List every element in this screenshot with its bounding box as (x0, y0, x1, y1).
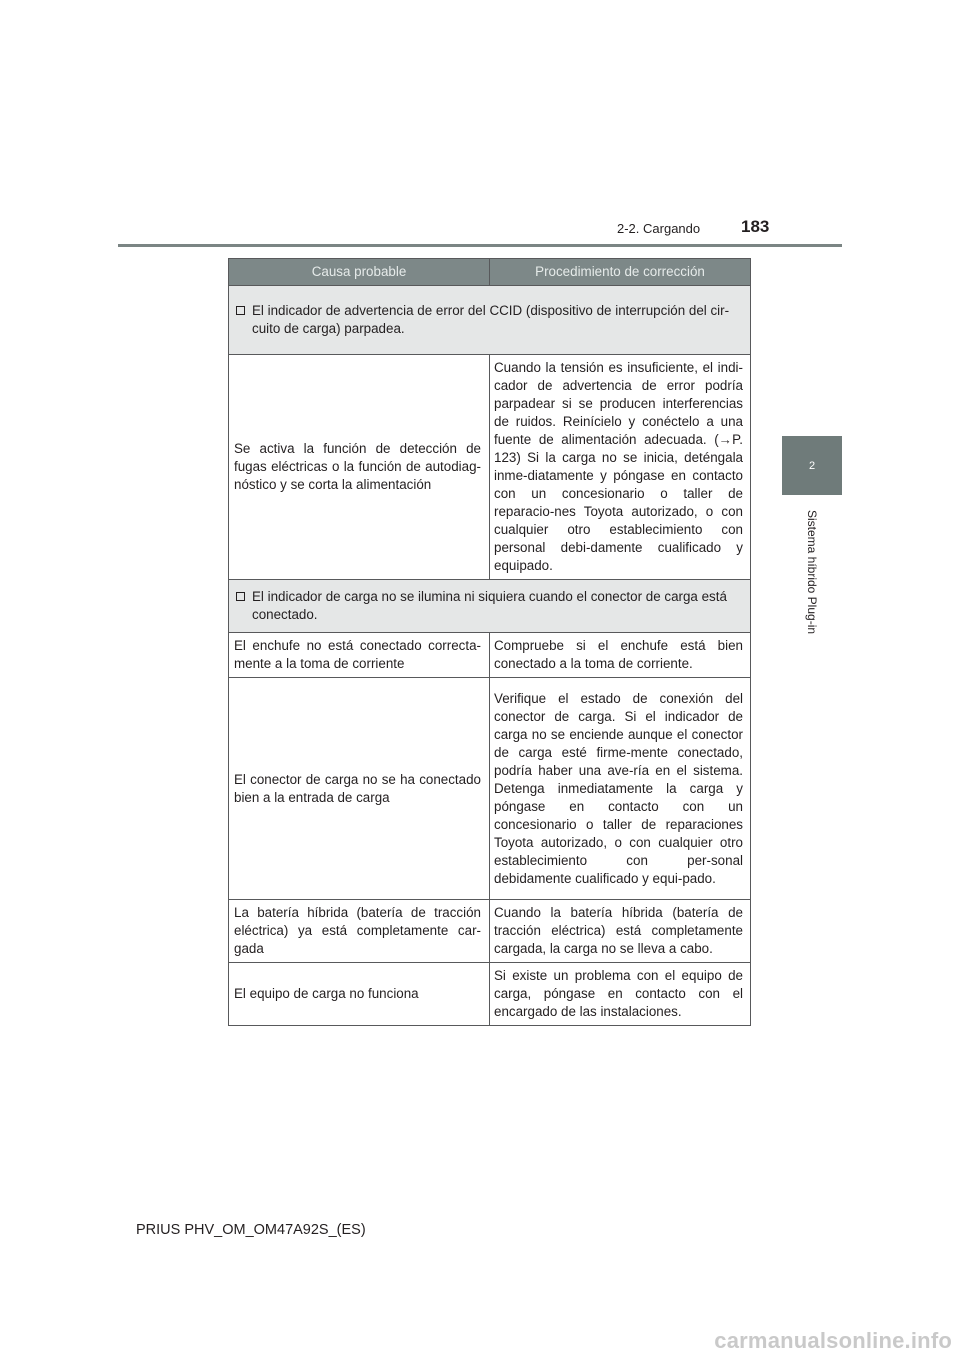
cause-cell: El equipo de carga no funciona (229, 963, 490, 1026)
procedure-cell: Cuando la tensión es insuficiente, el indi-cador de advertencia de error podría parpadear si se producen interferencias de ruidos. Reinícielo y conéctelo a una fuente de alimentación adecuada. (→P. 123) Si la carga no se inicia, deténgala inme-diatamente y póngase en contacto con un concesionario o taller de reparacio-nes Toyota autorizado, o con cualquier otro establecimiento con personal debi-damente cualificado y equipado. (490, 355, 751, 580)
table-header-row (229, 259, 751, 286)
section-title: 2-2. Cargando (617, 221, 701, 236)
group-header-row (229, 580, 751, 633)
checkbox-square-icon (236, 592, 245, 601)
table-row (229, 900, 751, 963)
chapter-title: Sistema híbrido Plug-in (805, 509, 819, 635)
cause-cell: Se activa la función de detección de fugas eléctricas o la función de autodiag-nóstico y se corta la alimentación (229, 355, 490, 580)
troubleshooting-table (228, 258, 751, 1026)
table-row (229, 355, 751, 580)
group-title: El indicador de carga no se ilumina ni siquiera cuando el conector de carga está conectado. (252, 588, 727, 622)
chapter-number: 2 (808, 459, 816, 472)
table-row (229, 678, 751, 900)
watermark: carmanualsonline.info (714, 1328, 952, 1353)
table-row (229, 633, 751, 678)
header-divider (118, 244, 842, 247)
group-header-row (229, 286, 751, 355)
cause-cell: El conector de carga no se ha conectado bien a la entrada de carga (229, 678, 490, 900)
column-header-procedure: Procedimiento de corrección (490, 259, 751, 286)
checkbox-square-icon (236, 306, 245, 315)
cause-cell: El enchufe no está conectado correcta-mente a la toma de corriente (229, 633, 490, 678)
group-title: El indicador de advertencia de error del CCID (dispositivo de interrupción del cir-cuito de carga) parpadea. (252, 302, 730, 336)
document-id: PRIUS PHV_OM_OM47A92S_(ES) (136, 1222, 366, 1238)
procedure-cell: Verifique el estado de conexión del conector de carga. Si el indicador de carga no se enciende aunque el conector de carga esté firme-mente conectado, podría haber una ave-ría en el sistema. Detenga inmediatamente la carga y póngase en contacto con un concesionario o taller de reparaciones Toyota autorizado, o con cualquier otro establecimiento con per-sonal debidamente cualificado y equi-pado. (490, 678, 751, 900)
procedure-cell: Cuando la batería híbrida (batería de tracción eléctrica) está completamente cargada, la carga no se lleva a cabo. (490, 900, 751, 963)
chapter-tab (782, 436, 842, 495)
procedure-cell: Compruebe si el enchufe está bien conectado a la toma de corriente. (490, 633, 751, 678)
table-row (229, 963, 751, 1026)
cause-cell: La batería híbrida (batería de tracción eléctrica) ya está completamente car-gada (229, 900, 490, 963)
page-number: 183 (741, 217, 770, 236)
column-header-cause: Causa probable (229, 259, 490, 286)
procedure-cell: Si existe un problema con el equipo de carga, póngase en contacto con el encargado de las instalaciones. (490, 963, 751, 1026)
